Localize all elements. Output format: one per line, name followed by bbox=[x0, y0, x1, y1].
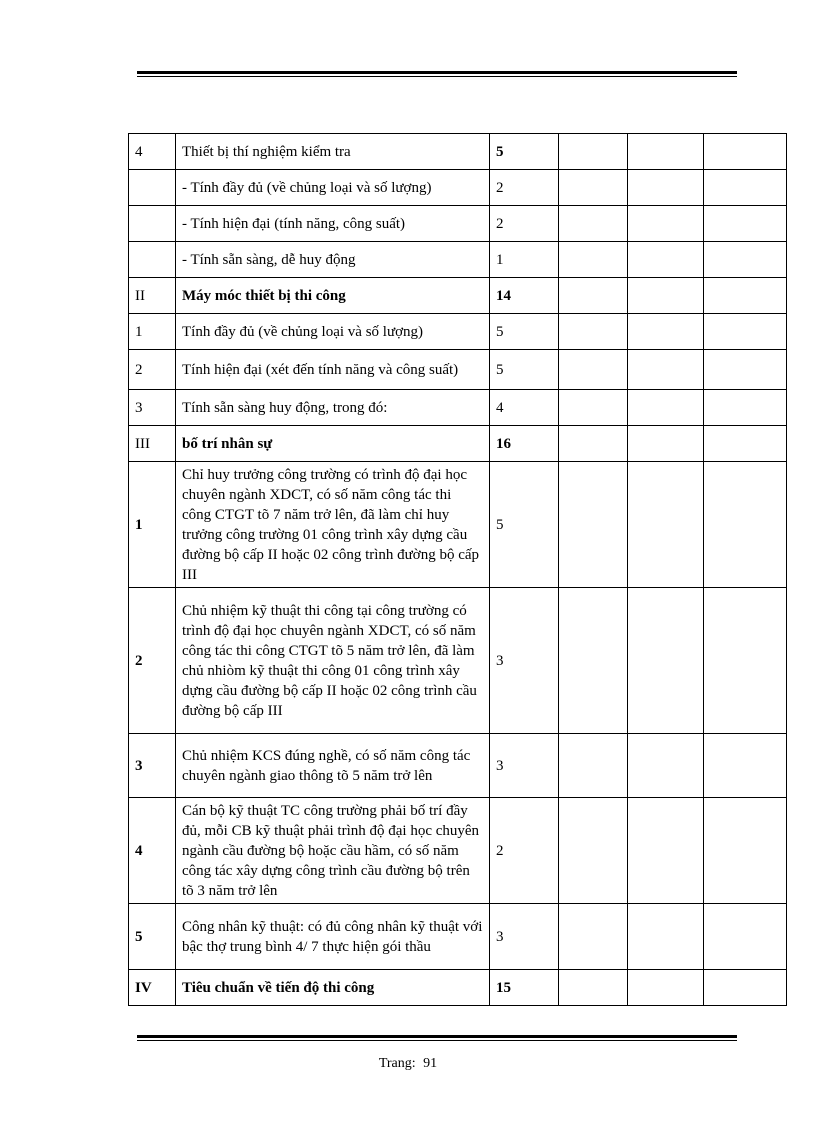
empty-cell bbox=[628, 350, 704, 390]
empty-cell bbox=[704, 278, 787, 314]
row-score: 4 bbox=[490, 390, 559, 426]
empty-cell bbox=[628, 314, 704, 350]
table-row bbox=[129, 134, 787, 170]
row-content: Chủ nhiệm kỹ thuật thi công tại công trường có trình độ đại học chuyên ngành XDCT, có số năm công tác thi công CTGT tõ 5 năm trở lên, đã làm chủ nhiòm kỹ thuật thi công 01 công trình xây dựng cầu đường bộ cấp II hoặc 02 công trình cầu đường bộ cấp III bbox=[176, 588, 490, 734]
empty-cell bbox=[559, 242, 628, 278]
empty-cell bbox=[704, 134, 787, 170]
row-score: 3 bbox=[490, 734, 559, 798]
empty-cell bbox=[559, 734, 628, 798]
section-number: III bbox=[129, 426, 176, 462]
row-content: - Tính đầy đủ (về chủng loại và số lượng) bbox=[176, 170, 490, 206]
empty-cell bbox=[559, 314, 628, 350]
header-rule bbox=[137, 71, 737, 77]
row-score: 1 bbox=[490, 242, 559, 278]
empty-cell bbox=[559, 134, 628, 170]
row-score: 2 bbox=[490, 798, 559, 904]
empty-cell bbox=[704, 904, 787, 970]
row-score: 2 bbox=[490, 170, 559, 206]
row-number: 1 bbox=[129, 462, 176, 588]
section-row bbox=[129, 970, 787, 1006]
section-score: 16 bbox=[490, 426, 559, 462]
row-number: 1 bbox=[129, 314, 176, 350]
empty-cell bbox=[704, 390, 787, 426]
table-row bbox=[129, 798, 787, 904]
row-number bbox=[129, 206, 176, 242]
empty-cell bbox=[704, 170, 787, 206]
row-content: Cán bộ kỹ thuật TC công trường phải bố trí đầy đủ, mỗi CB kỹ thuật phải trình độ đại học chuyên ngành cầu đường bộ hoặc cầu hầm, có số năm công tác xây dựng công trình cầu đường bộ trên tõ 3 năm trở lên bbox=[176, 798, 490, 904]
row-score: 5 bbox=[490, 462, 559, 588]
row-score: 3 bbox=[490, 588, 559, 734]
row-content: Tính đầy đủ (về chủng loại và số lượng) bbox=[176, 314, 490, 350]
row-number bbox=[129, 242, 176, 278]
empty-cell bbox=[628, 242, 704, 278]
row-content: Tính hiện đại (xét đến tính năng và công suất) bbox=[176, 350, 490, 390]
row-number: 3 bbox=[129, 390, 176, 426]
table-row bbox=[129, 734, 787, 798]
section-row bbox=[129, 426, 787, 462]
table-row bbox=[129, 350, 787, 390]
row-number: 2 bbox=[129, 588, 176, 734]
row-number bbox=[129, 170, 176, 206]
page-label: Trang: bbox=[378, 1056, 416, 1071]
row-content: - Tính hiện đại (tính năng, công suất) bbox=[176, 206, 490, 242]
table-row bbox=[129, 588, 787, 734]
empty-cell bbox=[559, 904, 628, 970]
empty-cell bbox=[559, 426, 628, 462]
empty-cell bbox=[628, 134, 704, 170]
empty-cell bbox=[559, 798, 628, 904]
empty-cell bbox=[704, 798, 787, 904]
row-content: Công nhân kỹ thuật: có đủ công nhân kỹ thuật với bậc thợ trung bình 4/ 7 thực hiện gói thầu bbox=[176, 904, 490, 970]
row-score: 5 bbox=[490, 314, 559, 350]
section-number: II bbox=[129, 278, 176, 314]
empty-cell bbox=[704, 970, 787, 1006]
row-content: - Tính sẵn sàng, dễ huy động bbox=[176, 242, 490, 278]
empty-cell bbox=[704, 588, 787, 734]
empty-cell bbox=[628, 170, 704, 206]
empty-cell bbox=[628, 390, 704, 426]
section-row bbox=[129, 278, 787, 314]
empty-cell bbox=[704, 426, 787, 462]
section-title: Tiêu chuẩn về tiến độ thi công bbox=[176, 970, 490, 1006]
row-number: 3 bbox=[129, 734, 176, 798]
empty-cell bbox=[628, 426, 704, 462]
empty-cell bbox=[628, 462, 704, 588]
empty-cell bbox=[704, 206, 787, 242]
table-row bbox=[129, 206, 787, 242]
empty-cell bbox=[704, 314, 787, 350]
empty-cell bbox=[628, 206, 704, 242]
row-score: 2 bbox=[490, 206, 559, 242]
empty-cell bbox=[628, 798, 704, 904]
row-content: Chủ nhiệm KCS đúng nghề, có số năm công tác chuyên ngành giao thông tõ 5 năm trở lên bbox=[176, 734, 490, 798]
section-number: IV bbox=[129, 970, 176, 1006]
row-content: Thiết bị thí nghiệm kiểm tra bbox=[176, 134, 490, 170]
empty-cell bbox=[628, 904, 704, 970]
row-score: 5 bbox=[490, 350, 559, 390]
footer-rule bbox=[137, 1035, 737, 1041]
row-number: 5 bbox=[129, 904, 176, 970]
empty-cell bbox=[559, 970, 628, 1006]
section-score: 15 bbox=[490, 970, 559, 1006]
table-row bbox=[129, 170, 787, 206]
empty-cell bbox=[704, 350, 787, 390]
empty-cell bbox=[704, 734, 787, 798]
table-row bbox=[129, 390, 787, 426]
row-content: Chỉ huy trưởng công trường có trình độ đại học chuyên ngành XDCT, có số năm công tác thi công CTGT tõ 7 năm trở lên, đã làm chỉ huy trưởng công trường 01 công trình xây dựng cầu đường bộ cấp II hoặc 02 công trình đường bộ cấp III bbox=[176, 462, 490, 588]
empty-cell bbox=[628, 278, 704, 314]
section-title: bố trí nhân sự bbox=[176, 426, 490, 462]
row-score: 5 bbox=[490, 134, 559, 170]
empty-cell bbox=[704, 462, 787, 588]
table-row bbox=[129, 242, 787, 278]
row-number: 4 bbox=[129, 134, 176, 170]
empty-cell bbox=[559, 206, 628, 242]
empty-cell bbox=[704, 242, 787, 278]
section-title: Máy móc thiết bị thi công bbox=[176, 278, 490, 314]
page-number: 91 bbox=[423, 1056, 438, 1071]
table-row bbox=[129, 904, 787, 970]
empty-cell bbox=[628, 970, 704, 1006]
empty-cell bbox=[559, 278, 628, 314]
empty-cell bbox=[628, 588, 704, 734]
empty-cell bbox=[628, 734, 704, 798]
row-number: 4 bbox=[129, 798, 176, 904]
empty-cell bbox=[559, 588, 628, 734]
empty-cell bbox=[559, 170, 628, 206]
table-row bbox=[129, 314, 787, 350]
table-row bbox=[129, 462, 787, 588]
row-content: Tính sẵn sàng huy động, trong đó: bbox=[176, 390, 490, 426]
scoring-table bbox=[128, 133, 787, 1006]
section-score: 14 bbox=[490, 278, 559, 314]
empty-cell bbox=[559, 462, 628, 588]
page-footer bbox=[0, 1056, 816, 1072]
empty-cell bbox=[559, 390, 628, 426]
row-number: 2 bbox=[129, 350, 176, 390]
row-score: 3 bbox=[490, 904, 559, 970]
empty-cell bbox=[559, 350, 628, 390]
